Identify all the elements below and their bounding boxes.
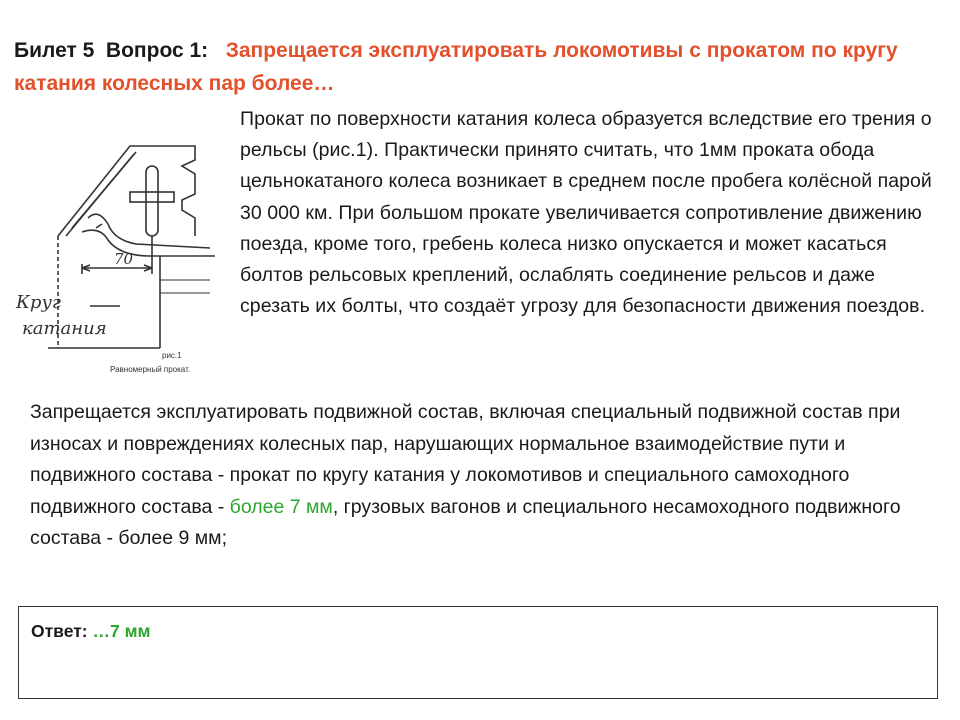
description-paragraph: Прокат по поверхности катания колеса образуется вследствие его трения о рельсы (рис.1). Практически принято считать, что 1мм проката обода цельнокатаного колеса возникает в среднем после пробега колёсной парой 30 000 км. При большом прокате увеличивается сопротивление движению поезда, кроме того, гребень колеса низко опускается и может касаться болтов рельсовых креплений, ослаблять соединение рельсов и даже срезать их болты, что создаёт угрозу для безопасности движения поездов. xyxy=(240,108,932,318)
dimension-label: 70 xyxy=(114,250,134,268)
answer-label: Ответ: xyxy=(31,621,93,641)
rule-text-part2: , грузовых вагонов и специального несамоходного подвижного состава - более 9 мм; xyxy=(30,495,901,550)
rule-highlight: более 7 мм xyxy=(229,495,333,518)
wheel-gauge-drawing xyxy=(10,108,232,380)
figure-caption: Равномерный прокат. xyxy=(110,365,191,374)
question-text: Запрещается эксплуатировать локомотивы с прокатом по кругу катания колесных пар более… xyxy=(14,39,898,95)
rule-paragraph xyxy=(30,397,930,555)
figure-number: рис.1 xyxy=(162,351,182,360)
rolling-circle-label-2: катания xyxy=(22,318,107,339)
rolling-circle-label-1: Круг xyxy=(16,292,61,313)
answer-box xyxy=(18,606,938,699)
answer-line xyxy=(31,621,150,642)
ticket-header xyxy=(14,34,944,100)
wheel-wear-figure xyxy=(10,108,232,380)
ticket-number: Билет 5 Вопрос 1: xyxy=(14,39,209,62)
rule-text-part1: Запрещается эксплуатировать подвижной состав, включая специальный подвижной состав при износах и повреждениях колесных пар, нарушающих нормальное взаимодействие пути и подвижного состава - прокат по кругу катания у локомотивов и специального самоходного подвижного состава - xyxy=(30,401,901,518)
answer-value: …7 мм xyxy=(92,621,151,641)
